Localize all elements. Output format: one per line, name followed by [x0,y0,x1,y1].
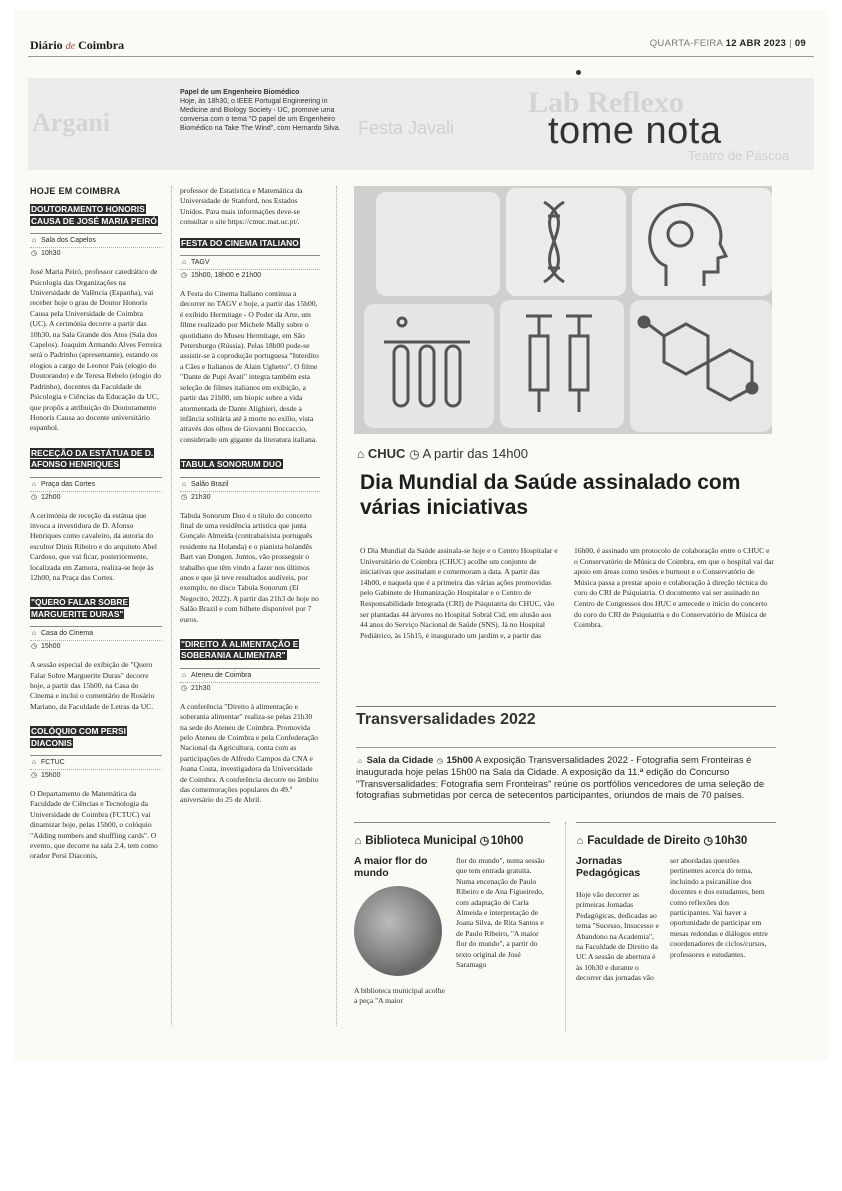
clock-icon: ◷ [703,835,714,847]
masthead [30,38,124,53]
transversalidades-body: A exposição Transversalidades 2022 - Fotografia sem Fronteiras é inaugurada hoje pelas 15h00 na Sala da Cidade. A exposição da 11.ª edição do Concurso "Transversalidades: Fotografia sem Fronteiras" reúne os portfólios vencedores de uma seleção de fotografias submetidas por cerca de setecentos participantes, oriundos de mais de 70 países. [356,754,765,801]
faculdade-body-1: Hoje vão decorrer as primeiras Jornadas Pedagógicas, dedicadas ao tema "Sucesso, Insucesso e Abandono na Academia", na Faculdade de Direito da UC A sessão de abertura é às 10h30 e durante o decorrer das jornadas vão [576,890,659,983]
feature-kicker [357,446,528,461]
event-meta [180,477,320,503]
banner-ghost-text: Teatro de Páscoa [688,148,790,163]
event-time: 15h00, 18h00 e 21h00 [191,272,262,280]
feature-image [354,186,772,434]
event-body: Tabula Sonorum Duo é o título do concerto final de uma residência artística que junta Gonçalo Almeida (contrabaixista português residente na Holanda) e o pianista holandês Bart van Dongen. Juntos, vão prosseguir o trabalho que têm vindo a fazer nos últimos anos e que já teve resultados audíveis, por exemplo, no disco Tabula Sonorum (El Negocito, 2022). A partir das 21h3 de hoje no Salão Brazil e com bilhete disponível por 7 euros. [180,510,319,624]
feature-headline: Dia Mundial da Saúde assinalado com várias iniciativas [360,471,741,519]
faculdade-header [576,822,776,856]
event-title: "DIREITO À ALIMENTAÇÃO E SOBERANIA ALIMENTAR" [181,639,299,661]
engineer-notice-text: Hoje, às 18h30, o IEEE Portugal Engineering in Medicine and Biology Society - UC, promove uma conversa com o tema "O papel de um Engenheiro Biomédico na Take The Wind", com Hernardo Silva. [180,98,341,132]
clock-icon: ◷ [180,493,188,501]
event-estatua [30,448,162,584]
event-body: A Festa do Cinema Italiano continua a decorrer no TAGV e hoje, a partir das 15h00, é exibido Hermitage - O Poder da Arte, um filme realizado por Michele Mally sobre o quotidiano do Museu Hermitage, em São Petersburgo (Rússia). Pelas 18h00 pode-se assistir-se à coprodução portuguesa "Interdito a Cães e Italianos de Alain Ughetto". O filme "Dante de Pupi Avati" integra também esta seleção de filmes italianos em exibição, a partir das 21h00, um biopic sobre a vida atormentada de Dante Alighieri, desde a infância solitária até à morte no exílio, vista através dos olhos de Giovanni Boccaccio, considerado um gigante da literatura italiana. [180,289,319,444]
clock-icon: ◷ [409,447,420,461]
biblioteca-time: 10h00 [490,835,524,847]
biblioteca-box [354,822,550,1007]
event-title: "QUERO FALAR SOBRE MARGUERITE DURAS" [31,597,129,619]
event-time: 21h30 [191,684,211,692]
event-time: 15h00 [41,643,61,651]
top-rule [28,56,814,57]
masthead-city: Coimbra [78,38,125,52]
transversalidades-text [356,747,776,801]
banner-ghost-text: Argani [32,108,110,137]
event-meta [30,233,162,259]
event-direito-alimentacao [180,639,320,806]
faculdade-time: 10h30 [714,835,748,847]
feature-place: CHUC [367,446,406,461]
column-divider [171,186,172,1026]
section-title: tome nota [548,110,722,152]
weekday: QUARTA-FEIRA [649,38,723,49]
event-tabula-sonorum [180,459,320,625]
event-meta [30,755,162,781]
feature-body: O Dia Mundial da Saúde assinala-se hoje e o Centro Hospitalar e Universitário de Coimbra (CHUC) acolhe um conjunto de iniciativas que assinalam e comemoram a data. A partir das 14h00, e naquela que é a primeira das várias ações promovidas pelo Gabinete de Humanização Hospitalar e o Centro de Responsabilidade Integrada (CRI) de Psiquiatria do CHUC, vão ser plantadas 44 árvores no Hospital Sobral Cid, em alusão aos 44 anos do Serviço Nacional de Saúde (SNS). Já no Hospital Pediátrico, às 15h15, é inaugurado um jardim e, a partir das 16h00, é assinado um protocolo de colaboração entre o CHUC e o Conservatório de Música de Coimbra, em que o hospital vai dar apoio em áreas como tesões e burnout e o Conservatório de Música passa a prestar apoio e colaboração à direção técnica do coro do CRI de Psiquiatria. O documento vai ser assinado no Centro de Congressos dos HUC e antecede o início do concerto do coro do CRI de Psiquiatria e do Conservatório de Música de Coimbra. [360,546,774,640]
event-place: Praça das Cortes [41,480,96,488]
biblioteca-caption: A biblioteca municipal acolhe a peça "A maior [354,986,445,1006]
event-title: TABULA SONORUM DUO [181,459,282,470]
event-title: DOUTORAMENTO HONORIS CAUSA DE JOSÉ MARIA PEIRÓ [31,204,157,226]
engineer-notice-title: Papel de um Engenheiro Biomédico [180,89,300,96]
biblioteca-body: flor do mundo", numa sessão que tem entrada gratuita. Numa encenação de Paulo Ribeiro e de Ana Figueiredo, com adaptação de Carla Almeida e interpretação de Joana Silva, de Rita Santos e de Paulo Ribeiro, "A maior flor do mundo", a partir do texto original de José Saramago [456,856,545,970]
column-divider [336,186,337,1026]
clock-icon: ◷ [30,250,38,258]
house-icon: ⌂ [31,480,37,488]
clock-icon: ◷ [436,758,443,765]
hoje-em-coimbra-heading: HOJE EM COIMBRA [30,186,121,196]
faculdade-body-2: ser abordadas questões pertinentes acerca do tema, incluindo a psicanálise dos docentes e dos estudantes, bem como reflexões dos participantes. Vai haver a oportunidade de participar em mesas redondas e diálogos entre coordenadores de ciclos/cursos, professores e estudantes. [670,856,768,959]
continuation-text: professor de Estatística e Matemática da Universidade de Stanford, nos Estados Unidos. Para mais informações deve-se consultar o site https://cmuc.mat.uc.pt/. [180,186,303,227]
dateline [650,38,806,49]
house-icon: ⌂ [31,630,37,638]
event-meta [30,626,162,652]
health-cubes-illustration [354,186,772,434]
event-body: A cerimónia de receção da estátua que invoca a investidura de D. Afonso Henriques como cavaleiro, da autoria do escultor Dinis Ribeiro e do arquiteto Abel Cardoso, que vai ficar, posteriormente, localizada em Zamora, realiza-se hoje às 12h00, na Praça das Cortes. [30,510,157,582]
faculdade-subtitle: Jornadas Pedagógicas [576,856,641,879]
event-body: O Departamento de Matemática da Faculdade de Ciências e Tecnologia da Universidade de Coimbra (FCTUC) vai dinamizar hoje, pelas 15h00, o colóquio "Adding numbers and shuffling cards". O evento, que decorre na sala 2.4, tem como orador Persi Diaconis, [30,789,158,861]
transversalidades-time: 15h00 [446,754,474,765]
decorative-dot [576,70,581,75]
faculdade-box [576,822,776,984]
transversalidades-place: Sala da Cidade [366,754,434,765]
transversalidades-title: Transversalidades 2022 [356,711,536,728]
house-icon: ⌂ [181,480,187,488]
biblioteca-header [354,822,550,856]
left-column [30,186,162,876]
event-meta [180,255,320,281]
event-place: TAGV [191,259,210,267]
event-meta [180,668,320,694]
masthead-de: de [65,41,76,52]
clock-icon: ◷ [30,493,38,501]
house-icon: ⌂ [31,759,37,767]
event-body: A conferência "Direito à alimentação e soberania alimentar" realiza-se pelas 21h30 na sede do Ateneu de Coimbra. Promovida pelo Ateneu de Coimbra e pela Confederação Nacional da Agricultura, conta com as participações de Alfredo Campos da CNA e Joana Costa, investigadora da Universidade de Coimbra. A conferência decorre no âmbito das comemorações populares do 49.º aniversário do 25 de Abril. [180,701,319,805]
feature-time: A partir das 14h00 [422,446,528,461]
date: 12 ABR 2023 [725,38,787,49]
clock-icon: ◷ [479,835,490,847]
event-place: FCTUC [41,759,65,767]
event-coloquio [30,726,162,862]
house-icon: ⌂ [31,237,37,245]
house-icon: ⌂ [354,835,362,847]
middle-column [180,186,320,820]
event-cinema-italiano [180,238,320,446]
clock-icon: ◷ [180,684,188,692]
event-marguerite-duras [30,597,162,712]
date-separator: | [789,38,792,49]
event-time: 15h00 [41,772,61,780]
event-place: Casa do Cinema [41,630,94,638]
event-place: Salão Brazil [191,480,229,488]
banner-ghost-text: Lab Reflexo [528,86,684,119]
faculdade-place: Faculdade de Direito [587,835,701,847]
event-time: 21h30 [191,493,211,501]
page-number: 09 [794,38,806,49]
event-body: A sessão especial de exibição de "Quero Falar Sobre Marguerite Duras" decorre hoje, a partir das 15h00, na Casa do Cinema e inclui o comentário de Rosário Mariano, da Faculdade de Letras da UC. [30,660,155,711]
house-icon: ⌂ [181,671,187,679]
event-time: 12h00 [41,493,61,501]
clock-icon: ◷ [180,272,188,280]
transversalidades-section [356,706,776,801]
engineer-notice [180,88,350,133]
house-icon: ⌂ [357,447,365,461]
column-divider [565,822,566,1032]
house-icon: ⌂ [357,758,363,765]
house-icon: ⌂ [576,835,584,847]
biblioteca-subtitle: A maior flor do mundo [354,856,428,879]
event-title: RECEÇÃO DA ESTÁTUA DE D. AFONSO HENRIQUES [31,447,154,470]
event-place: Sala dos Capelos [41,237,96,245]
masthead-main: Diário [30,38,63,52]
banner-ghost-text: Festa Javali [358,118,455,138]
event-meta [30,477,162,503]
biblioteca-place: Biblioteca Municipal [365,835,477,847]
event-body: José Maria Peiró, professor catedrático de Psicologia das Organizações na Universidade de Valência (Espanha), vai receber hoje o grau de Doutor Honoris Causa pela Universidade de Coimbra (UC). A cerimónia decorre a partir das 10h30, na Sala Grande dos Atos (Sala dos Capelos). Joaquim Armando Alves Ferreira será o Padrinho (apresentante), estando os elogios a cargo de Leonor Pais (elogio do Doutorando) e de Teresa Rebelo (elogio do Padrinho), docentes da Faculdade de Psicologia e Ciências da Educação da UC, que propôs a atribuição do Doutoramento Honoris Causa ao docente universitário espanhol. [30,267,162,433]
house-icon: ⌂ [181,259,187,267]
clock-icon: ◷ [30,772,38,780]
event-title: FESTA DO CINEMA ITALIANO [181,237,299,248]
event-time: 10h30 [41,250,61,258]
event-title: COLÓQUIO COM PERSI DIACONIS [31,726,126,748]
event-place: Ateneu de Coimbra [191,671,252,679]
event-doutoramento [30,204,162,433]
clock-icon: ◷ [30,643,38,651]
play-photo [354,886,442,976]
